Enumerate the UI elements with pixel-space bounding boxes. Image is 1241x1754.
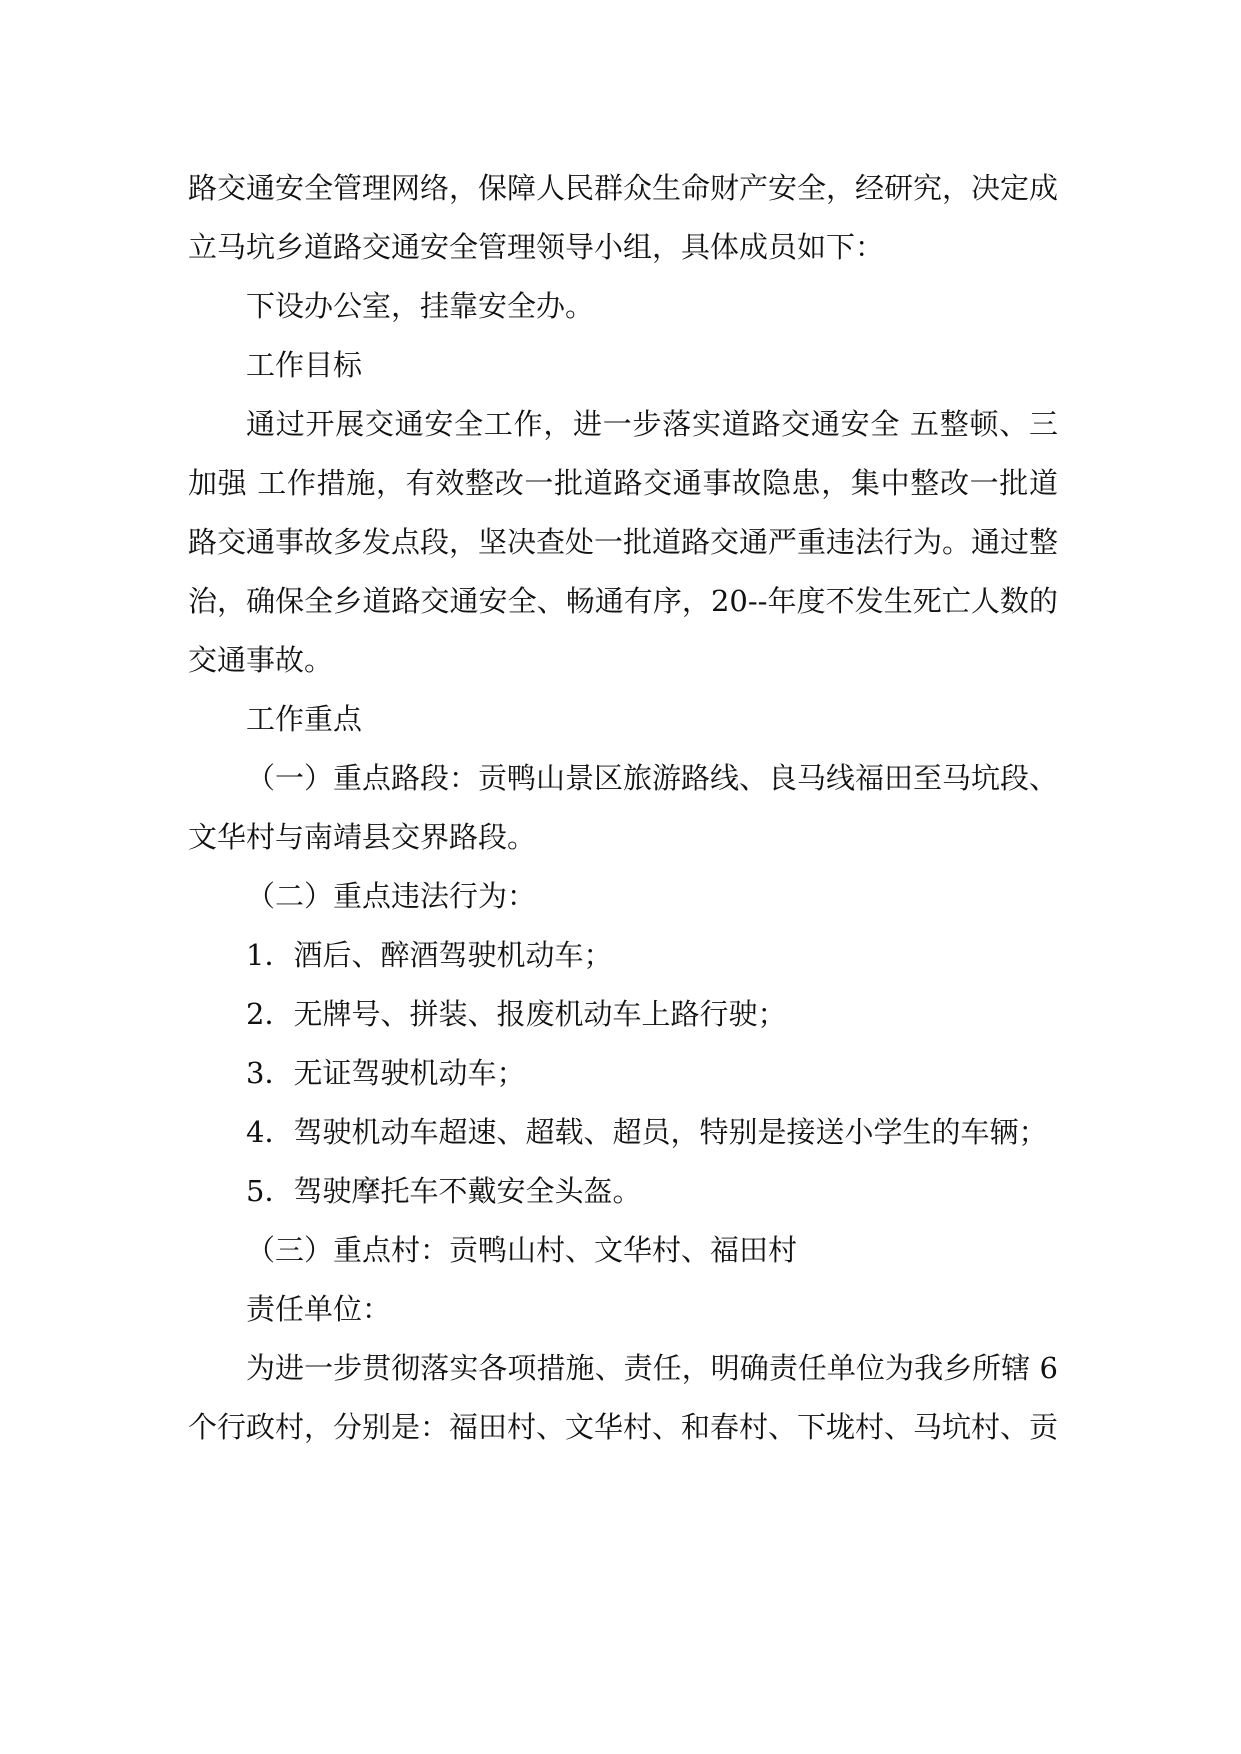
list-item-4: 4．驾驶机动车超速、超载、超员，特别是接送小学生的车辆； — [246, 1115, 1048, 1149]
paragraph-responsible-units: 为进一步贯彻落实各项措施、责任，明确责任单位为我乡所辖 6 个行政村，分别是：福田村、文华村、和春村、下垅村、马坑村、贡 — [188, 1351, 1059, 1444]
list-item-1: 1．酒后、醉酒驾驶机动车； — [246, 938, 613, 972]
paragraph-office: 下设办公室，挂靠安全办。 — [246, 289, 595, 323]
paragraph-continuation: 路交通安全管理网络，保障人民群众生命财产安全，经研究，决定成立马坑乡道路交通安全管理领导小组，具体成员如下： — [188, 171, 1059, 264]
document-body — [188, 159, 1058, 1457]
paragraph-key-violations: （二）重点违法行为： — [246, 879, 537, 913]
section-heading-focus: 工作重点 — [246, 702, 363, 736]
paragraph-key-villages: （三）重点村：贡鸭山村、文华村、福田村 — [246, 1233, 798, 1267]
section-heading-responsible-units: 责任单位： — [246, 1292, 392, 1326]
list-item-2: 2．无牌号、拼装、报废机动车上路行驶； — [246, 997, 787, 1031]
list-item-5: 5．驾驶摩托车不戴安全头盔。 — [246, 1174, 642, 1208]
list-item-3: 3．无证驾驶机动车； — [246, 1056, 526, 1090]
paragraph-key-roads: （一）重点路段：贡鸭山景区旅游路线、良马线福田至马坑段、文华村与南靖县交界路段。 — [188, 761, 1059, 854]
section-heading-goals: 工作目标 — [246, 348, 363, 382]
paragraph-goals: 通过开展交通安全工作，进一步落实道路交通安全 五整顿、三加强 工作措施，有效整改一批道路交通事故隐患，集中整改一批道路交通事故多发点段，坚决查处一批道路交通严重违法行为。通过整治，确保全乡道路交通安全、畅通有序，20--年度不发生死亡人数的交通事故。 — [188, 407, 1059, 677]
